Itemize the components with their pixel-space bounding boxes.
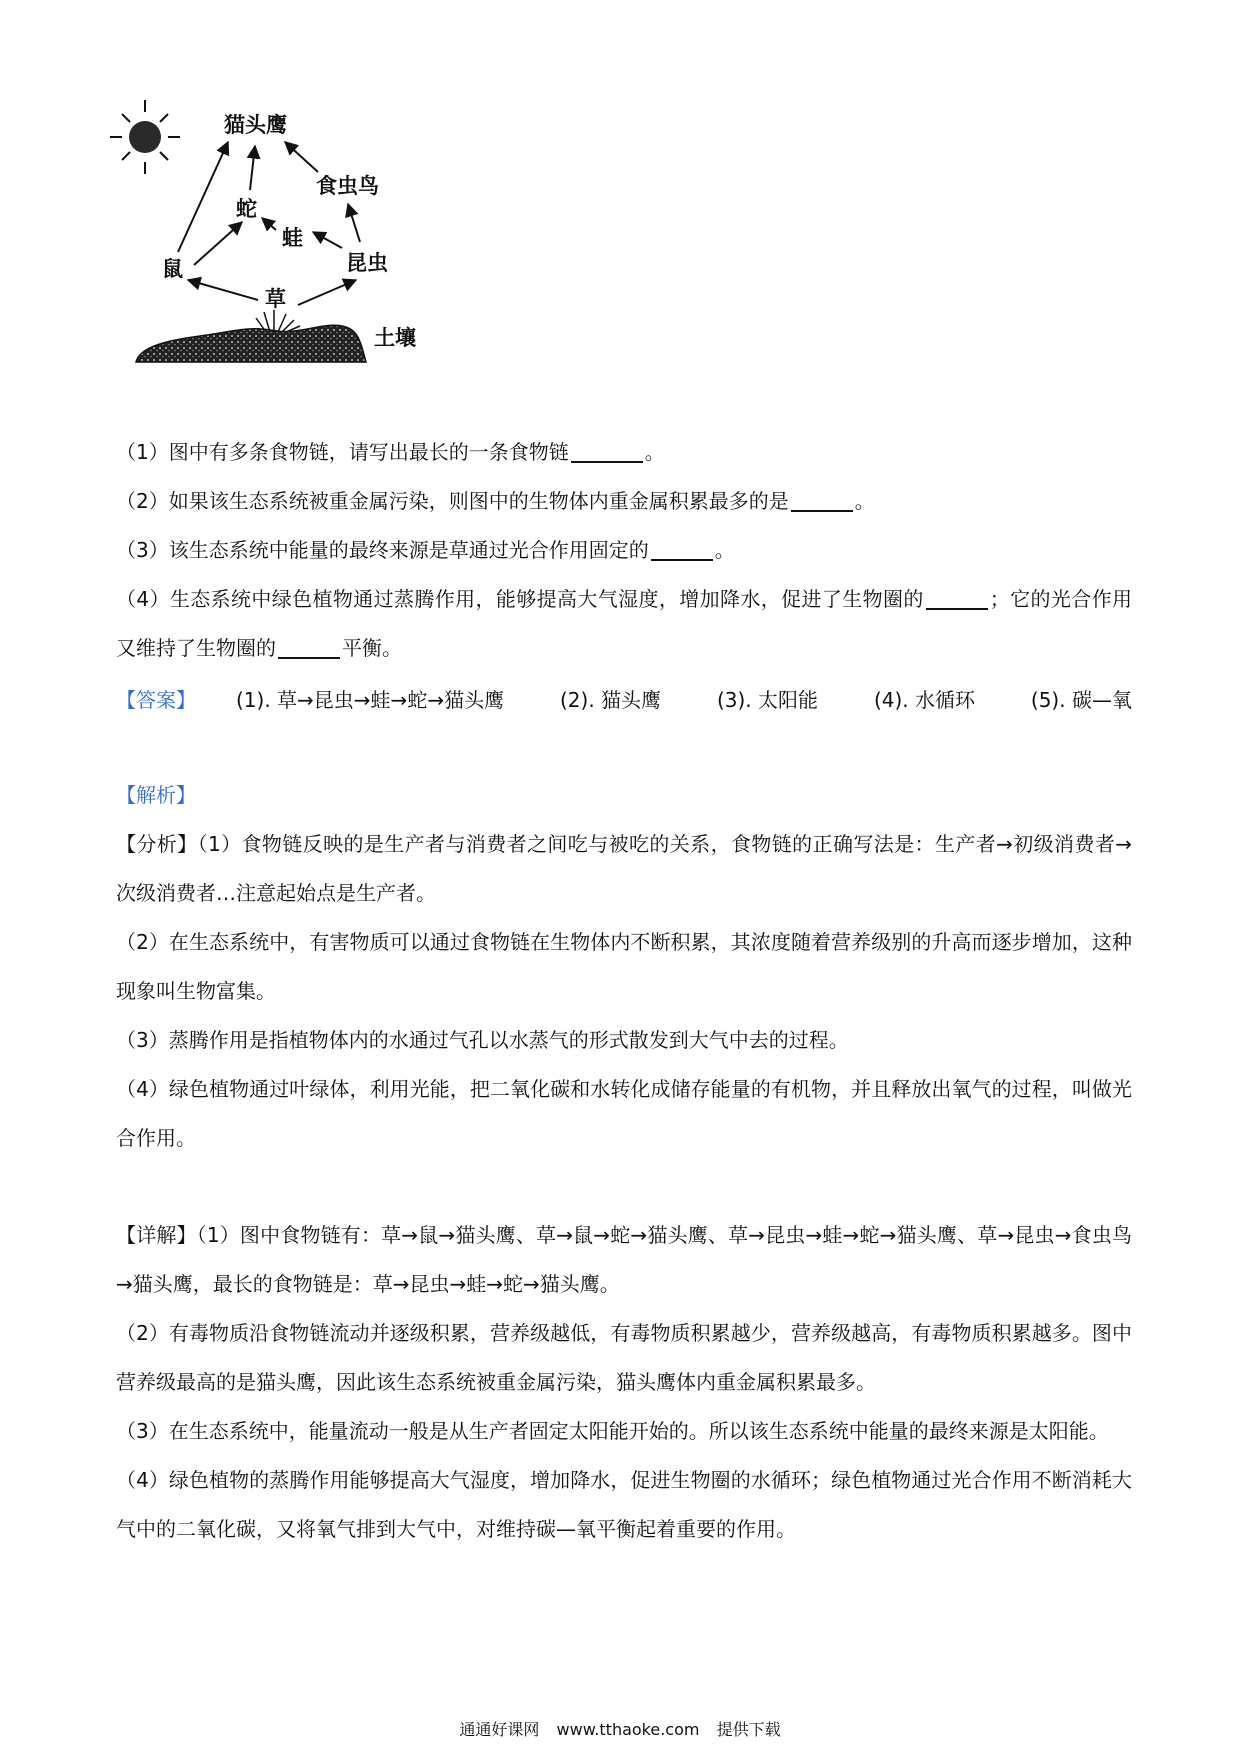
food-web-diagram [110, 100, 490, 410]
sun-icon [110, 100, 180, 174]
node-snake: 蛇 [236, 196, 257, 221]
node-frog: 蛙 [282, 225, 303, 250]
node-grass: 草 [265, 286, 286, 311]
answer-blank[interactable] [278, 635, 340, 659]
details-paragraph: 【详解】（1）图中食物链有：草→鼠→猫头鹰、草→鼠→蛇→猫头鹰、草→昆虫→蛙→蛇→猫头鹰、草→昆虫→食虫鸟→猫头鹰，最长的食物链是：草→昆虫→蛙→蛇→猫头鹰。 [116, 1223, 1132, 1296]
details-paragraph: （4）绿色植物的蒸腾作用能够提高大气湿度，增加降水，促进生物圈的水循环；绿色植物通过光合作用不断消耗大气中的二氧化碳，又将氧气排到大气中，对维持碳—氧平衡起着重要的作用。 [116, 1468, 1132, 1541]
food-web-arrows [178, 142, 360, 305]
answer-item: (3). 太阳能 [716, 687, 819, 712]
analysis-label: 【解析】 [116, 783, 196, 807]
analysis-paragraph: （2）在生态系统中，有害物质可以通过食物链在生物体内不断积累，其浓度随着营养级别的升高而逐步增加，这种现象叫生物富集。 [116, 930, 1132, 1003]
question-3: （3）该生态系统中能量的最终来源是草通过光合作用固定的 。 [116, 538, 735, 562]
details-paragraph: （2）有毒物质沿食物链流动并逐级积累，营养级越低，有毒物质积累越少，营养级越高，有毒物质积累越多。图中营养级最高的是猫头鹰，因此该生态系统被重金属污染，猫头鹰体内重金属积累最多。 [116, 1321, 1132, 1394]
answer-blank[interactable] [651, 537, 713, 561]
answer-blank[interactable] [926, 586, 988, 610]
content [116, 428, 1132, 1554]
question-2: （2）如果该生态系统被重金属污染，则图中的生物体内重金属积累最多的是 。 [116, 489, 875, 513]
answer-items [236, 684, 1132, 713]
spacer [116, 1163, 1132, 1211]
answer-item: (5). 碳—氧 [1030, 687, 1132, 712]
answer-blank[interactable] [791, 488, 853, 512]
footer-suffix: 提供下载 [716, 1720, 781, 1739]
node-owl: 猫头鹰 [224, 112, 287, 137]
answer-row [116, 673, 1132, 723]
answer-item: (1). 草→昆虫→蛙→蛇→猫头鹰 [236, 687, 505, 712]
details-paragraph: （3）在生态系统中，能量流动一般是从生产者固定太阳能开始的。所以该生态系统中能量的最终来源是太阳能。 [116, 1419, 1109, 1443]
answer-item: (4). 水循环 [873, 687, 975, 712]
node-insect: 昆虫 [346, 250, 388, 275]
analysis-paragraph: 【分析】（1）食物链反映的是生产者与消费者之间吃与被吃的关系，食物链的正确写法是：生产者→初级消费者→次级消费者…注意起始点是生产者。 [116, 832, 1132, 905]
answer-item: (2). 猫头鹰 [560, 687, 662, 712]
analysis-paragraph: （4）绿色植物通过叶绿体，利用光能，把二氧化碳和水转化成储存能量的有机物，并且释放出氧气的过程，叫做光合作用。 [116, 1077, 1132, 1150]
footer-site-name: 通通好课网 [459, 1720, 540, 1739]
answer-label: 【答案】 [116, 687, 196, 712]
node-insect-bird: 食虫鸟 [316, 173, 379, 198]
node-mouse: 鼠 [162, 256, 183, 281]
food-web-svg [110, 100, 490, 410]
footer-url[interactable]: www.tthaoke.com [556, 1720, 700, 1739]
question-1: （1）图中有多条食物链，请写出最长的一条食物链 。 [116, 440, 665, 464]
answer-blank[interactable] [571, 439, 643, 463]
soil-mound [136, 325, 366, 362]
analysis-paragraph: （3）蒸腾作用是指植物体内的水通过气孔以水蒸气的形式散发到大气中去的过程。 [116, 1028, 849, 1052]
node-soil: 土壤 [374, 325, 416, 350]
question-4: （4）生态系统中绿色植物通过蒸腾作用，能够提高大气湿度，增加降水，促进了生物圈的 ；它的光合作用又维持了生物圈的 平衡。 [116, 587, 1133, 660]
footer [0, 1717, 1240, 1740]
